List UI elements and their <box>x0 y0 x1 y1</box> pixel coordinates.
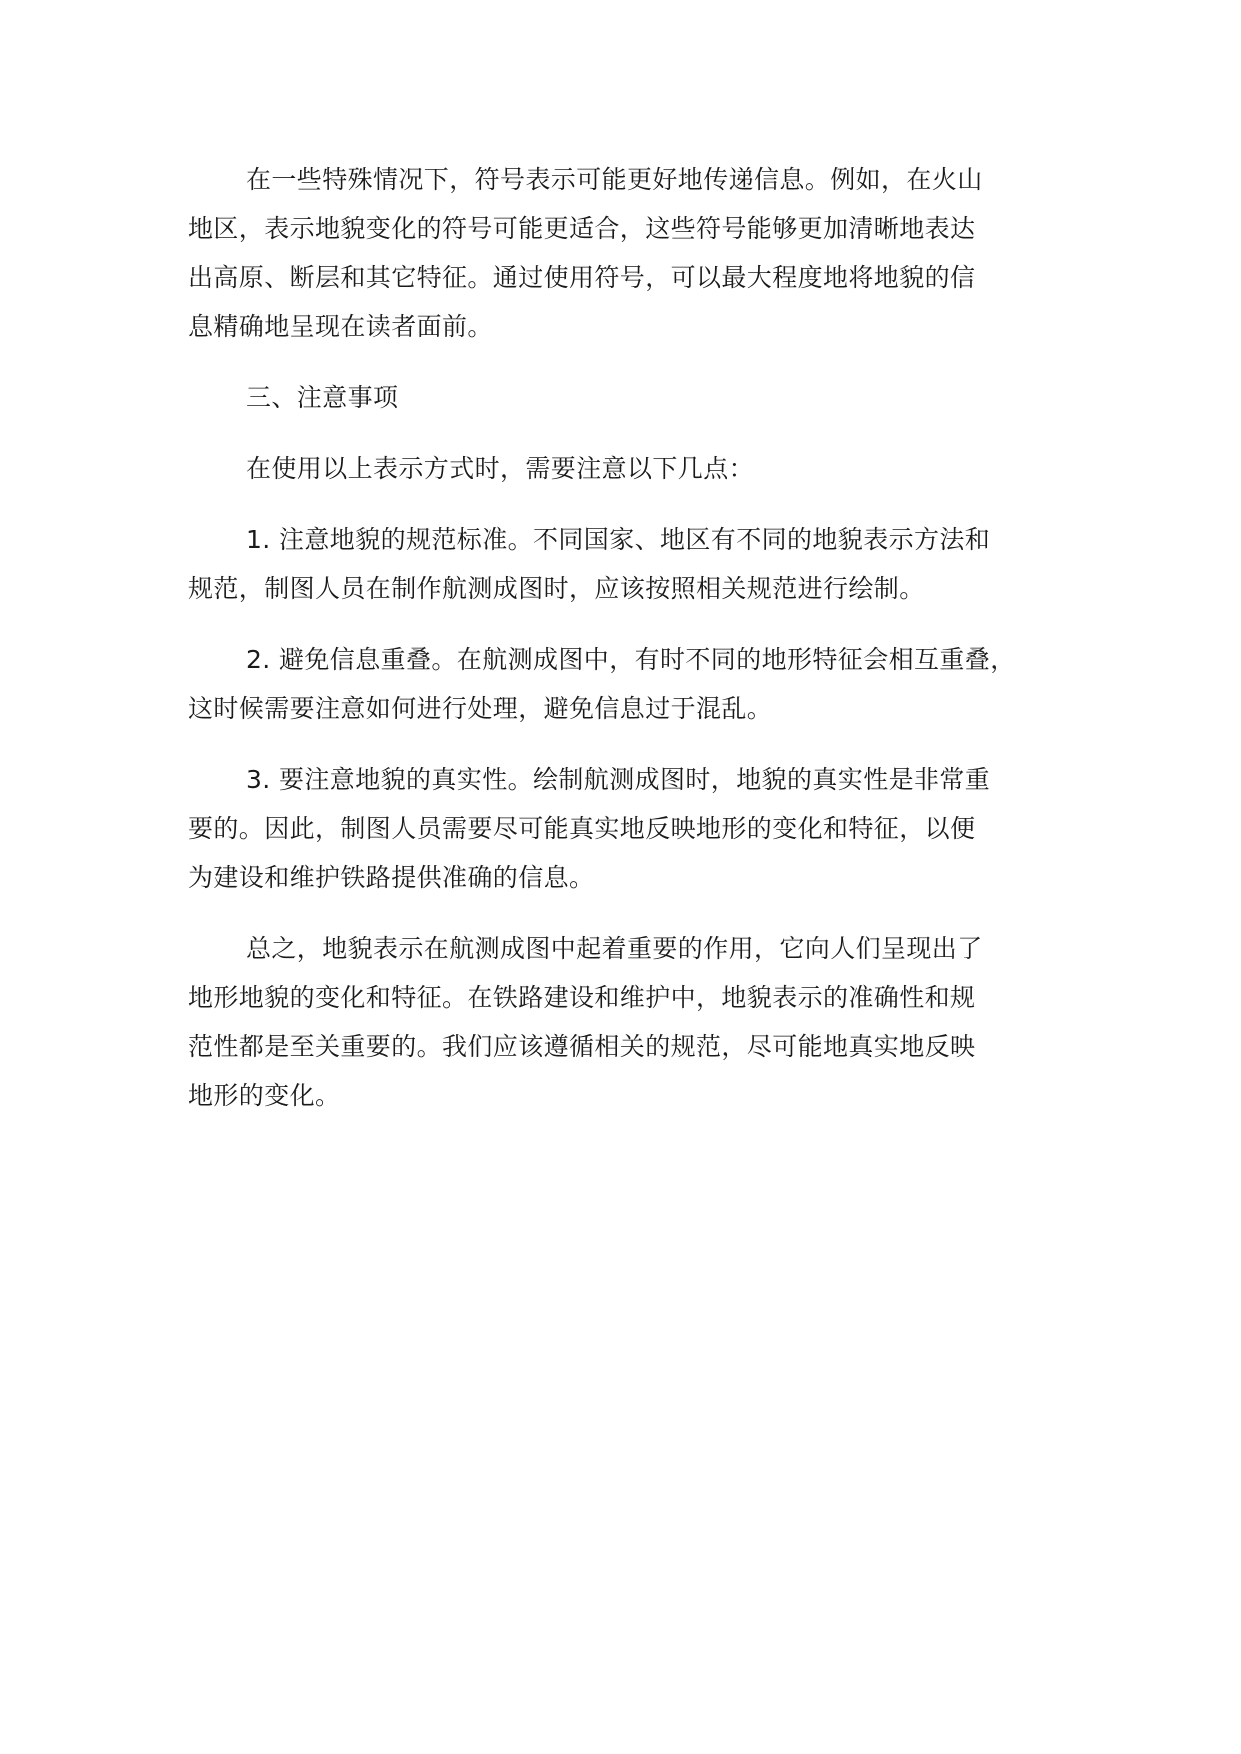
text-line: 要的。因此，制图人员需要尽可能真实地反映地形的变化和特征，以便 <box>188 814 976 843</box>
text-line: 地形的变化。 <box>188 1081 341 1110</box>
text-line: 这时候需要注意如何进行处理，避免信息过于混乱。 <box>188 694 773 723</box>
paragraph-conclusion <box>188 924 1088 1120</box>
paragraph-notes-intro <box>188 444 1088 493</box>
list-item-2-avoid-overlap <box>188 635 1088 733</box>
text-line: 地区，表示地貌变化的符号可能更适合，这些符号能够更加清晰地表达 <box>188 214 976 243</box>
text-line: 为建设和维护铁路提供准确的信息。 <box>188 863 595 892</box>
text-line: 总之，地貌表示在航测成图中起着重要的作用，它向人们呈现出了 <box>246 934 983 963</box>
document-body <box>188 155 1088 1142</box>
text-line: 出高原、断层和其它特征。通过使用符号，可以最大程度地将地貌的信 <box>188 263 976 292</box>
list-item-3-authenticity <box>188 755 1088 902</box>
text-line: 在使用以上表示方式时，需要注意以下几点： <box>246 454 755 483</box>
text-line: 1. 注意地貌的规范标准。不同国家、地区有不同的地貌表示方法和 <box>246 525 991 554</box>
list-item-1-standards <box>188 515 1088 613</box>
text-line: 规范，制图人员在制作航测成图时，应该按照相关规范进行绘制。 <box>188 574 925 603</box>
paragraph-symbols-in-special-cases <box>188 155 1088 351</box>
section-heading-notes <box>188 373 1088 422</box>
text-line: 范性都是至关重要的。我们应该遵循相关的规范，尽可能地真实地反映 <box>188 1032 976 1061</box>
text-line: 在一些特殊情况下，符号表示可能更好地传递信息。例如，在火山 <box>246 165 983 194</box>
text-line: 2. 避免信息重叠。在航测成图中，有时不同的地形特征会相互重叠， <box>246 645 1016 674</box>
text-line: 地形地貌的变化和特征。在铁路建设和维护中，地貌表示的准确性和规 <box>188 983 976 1012</box>
text-line: 息精确地呈现在读者面前。 <box>188 312 493 341</box>
section-heading-text: 三、注意事项 <box>246 383 399 412</box>
text-line: 3. 要注意地貌的真实性。绘制航测成图时，地貌的真实性是非常重 <box>246 765 991 794</box>
